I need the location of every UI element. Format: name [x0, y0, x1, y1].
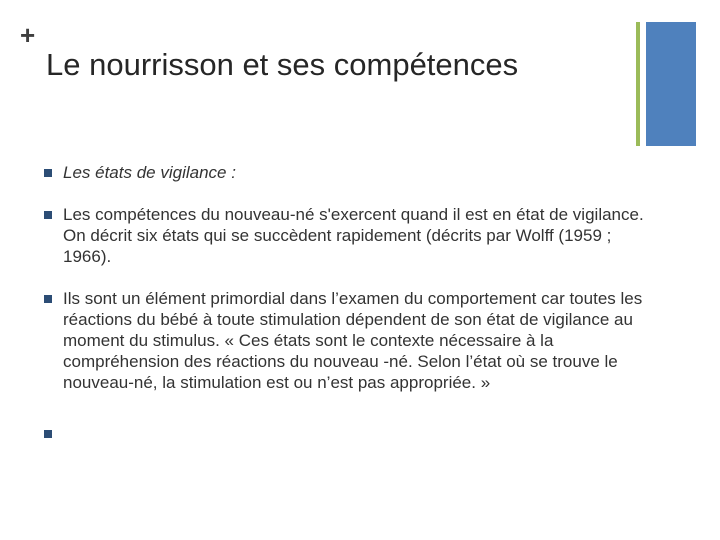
square-bullet-icon: [44, 211, 52, 219]
plus-mark: +: [20, 20, 36, 50]
square-bullet-icon: [44, 295, 52, 303]
slide-title: Le nourrisson et ses compétences: [46, 47, 519, 82]
square-bullet-icon: [44, 430, 52, 438]
bullet-text: Ils sont un élément primordial dans l’examen du comportement car toutes les réactions du bébé à toute stimulation dépendent de son état de vigilance au moment du stimulus. « Ces états sont le contexte nécessaire à la compréhension des réactions du nouveau -né. Selon l’état où se trouve le nouveau-né, la stimulation est ou n’est pas appropriée. »: [63, 289, 643, 392]
accent-bar-green: [636, 22, 640, 146]
bullet-text: Les états de vigilance :: [63, 163, 236, 182]
accent-bar-blue: [646, 22, 696, 146]
bullet-item-empty: [44, 423, 644, 444]
bullet-list: [44, 162, 644, 444]
bullet-item-vigilance-heading: [44, 162, 644, 183]
bullet-item-competences: [44, 204, 644, 267]
bullet-text: Les compétences du nouveau-né s'exercent quand il est en état de vigilance. On décrit six états qui se succèdent rapidement (décrits par Wolff (1959 ; 1966).: [63, 205, 644, 266]
square-bullet-icon: [44, 169, 52, 177]
bullet-item-primordial: [44, 288, 644, 393]
